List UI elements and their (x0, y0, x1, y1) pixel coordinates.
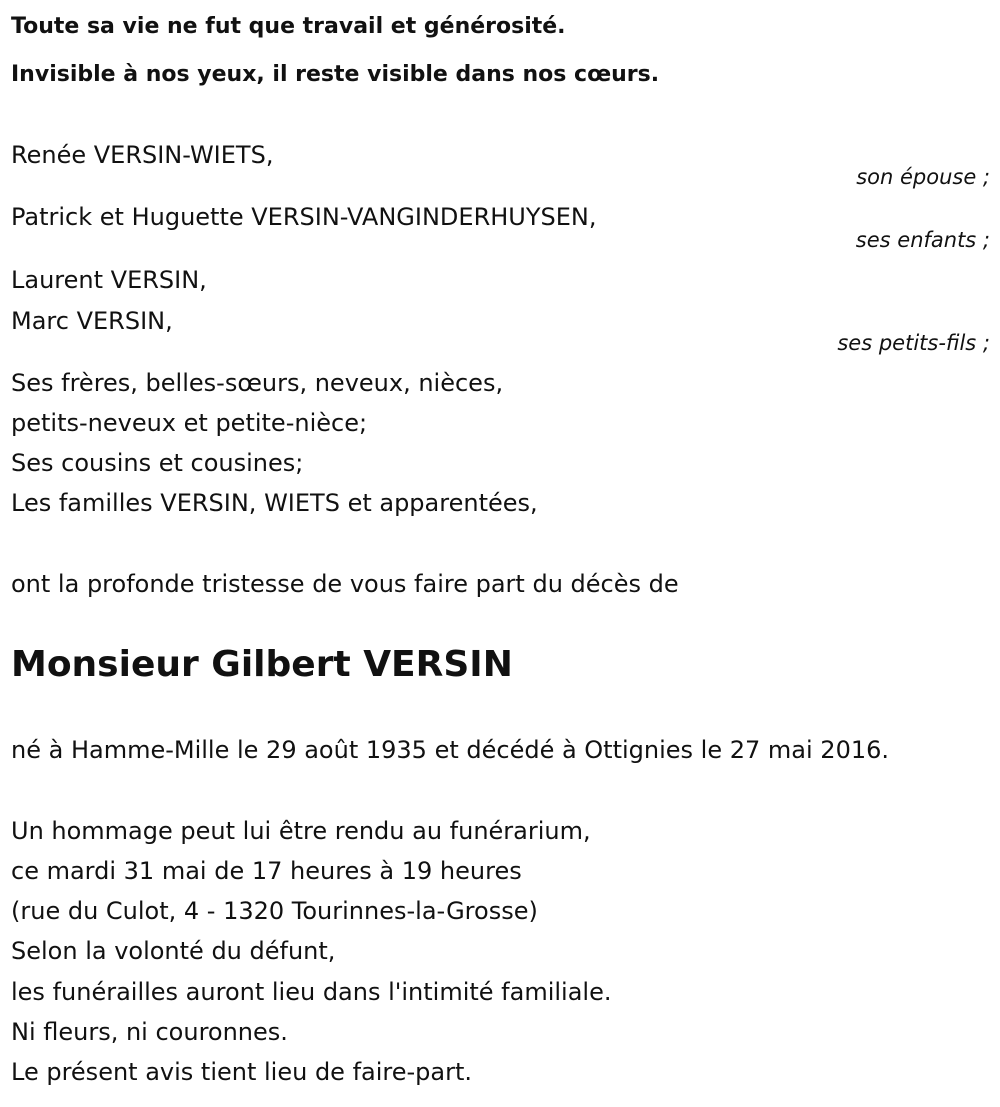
relatives-line: petits-neveux et petite-nièce; (11, 409, 368, 437)
relatives-line: Ses frères, belles-sœurs, neveux, nièces, (11, 369, 504, 397)
deceased-name: Monsieur Gilbert VERSIN (11, 644, 513, 685)
grandson-2-name: Marc VERSIN, (11, 307, 173, 335)
relatives-line: Les familles VERSIN, WIETS et apparentées, (11, 489, 538, 517)
details-line: Ni fleurs, ni couronnes. (11, 1018, 288, 1046)
details-line: les funérailles auront lieu dans l'intimité familiale. (11, 978, 612, 1006)
grandson-1-name: Laurent VERSIN, (11, 266, 207, 294)
motto-line-1: Toute sa vie ne fut que travail et générosité. (11, 14, 566, 39)
birth-death-line: né à Hamme-Mille le 29 août 1935 et décédé à Ottignies le 27 mai 2016. (11, 736, 890, 764)
details-line: ce mardi 31 mai de 17 heures à 19 heures (11, 857, 522, 885)
wife-role: son épouse ; (856, 165, 990, 189)
details-line: Selon la volonté du défunt, (11, 937, 336, 965)
details-line: (rue du Culot, 4 - 1320 Tourinnes-la-Grosse) (11, 897, 538, 925)
grandsons-role: ses petits-fils ; (837, 331, 990, 355)
details-line: Un hommage peut lui être rendu au funérarium, (11, 817, 591, 845)
motto-line-2: Invisible à nos yeux, il reste visible dans nos cœurs. (11, 62, 660, 87)
wife-name: Renée VERSIN-WIETS, (11, 141, 274, 169)
details-line: Le présent avis tient lieu de faire-part. (11, 1058, 473, 1086)
children-role: ses enfants ; (855, 228, 990, 252)
relatives-line: Ses cousins et cousines; (11, 449, 304, 477)
announcement-text: ont la profonde tristesse de vous faire part du décès de (11, 570, 679, 598)
children-name: Patrick et Huguette VERSIN-VANGINDERHUYSEN, (11, 203, 597, 231)
